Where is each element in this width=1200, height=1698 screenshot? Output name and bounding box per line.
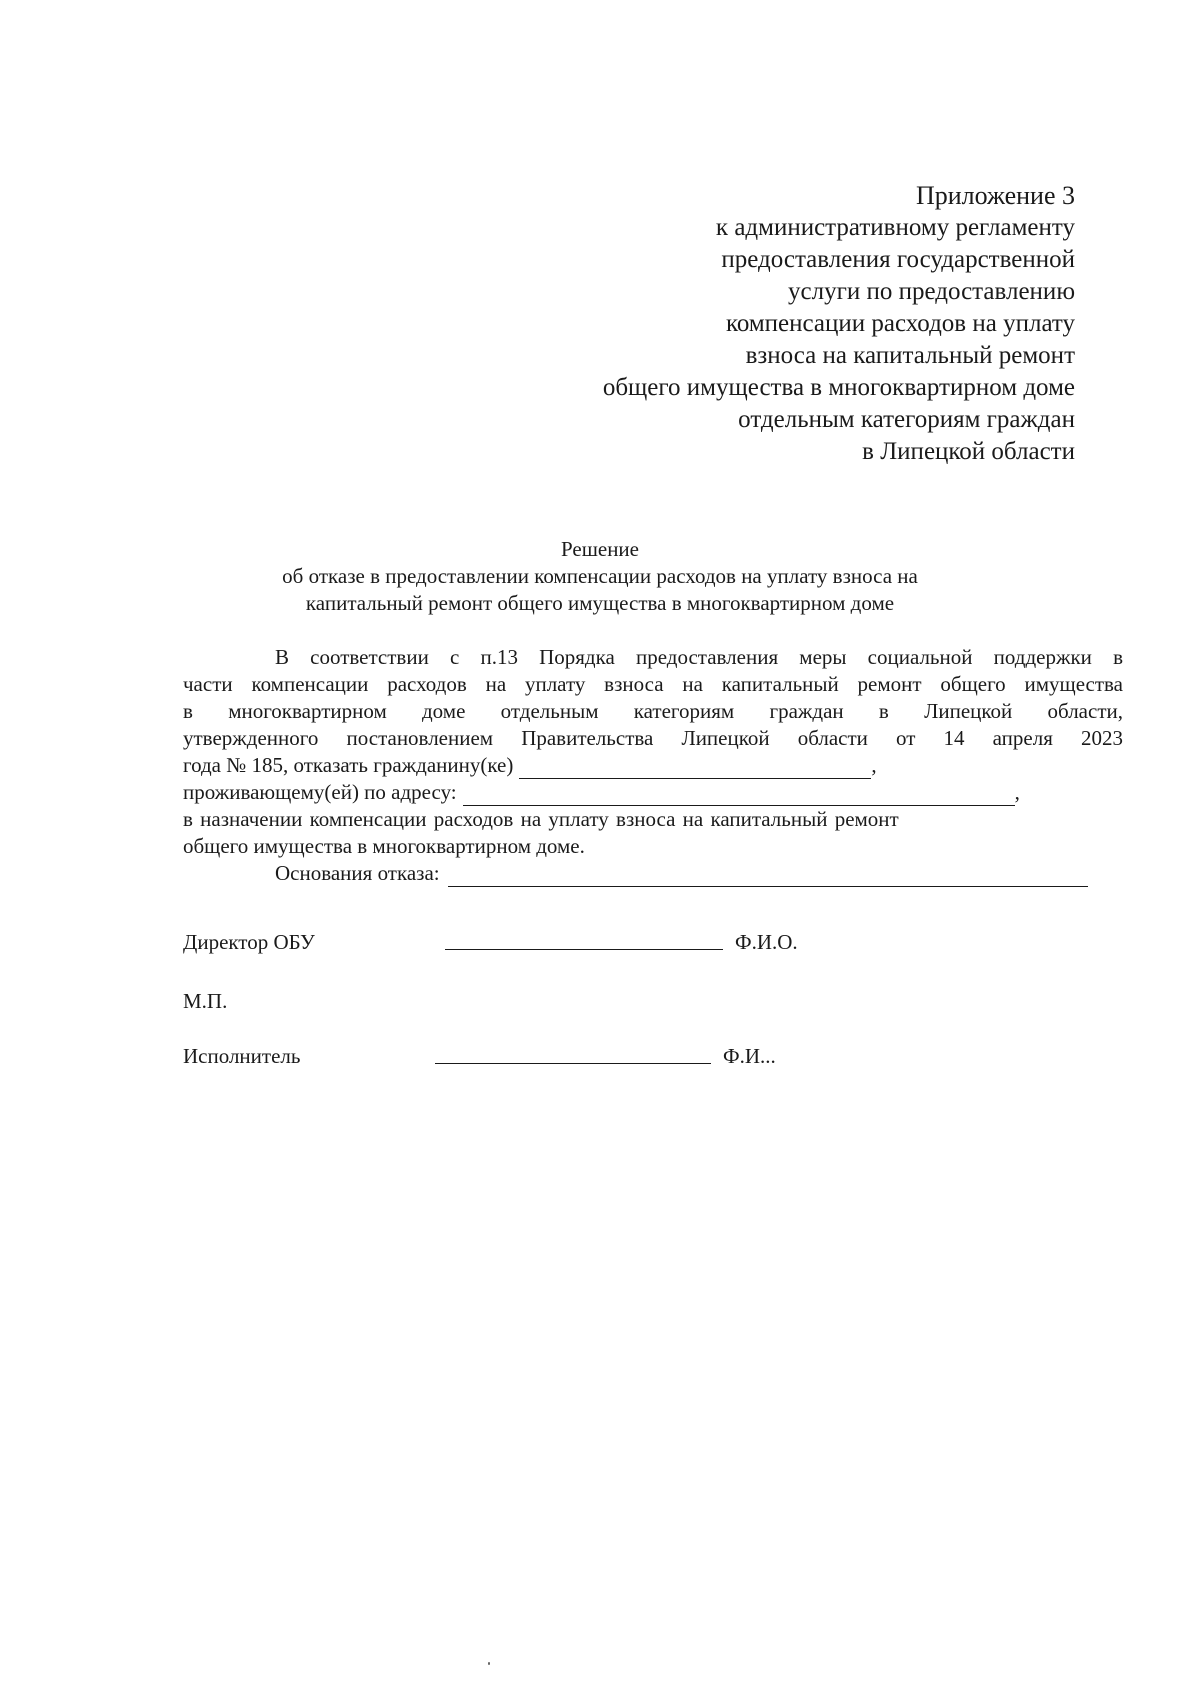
executor-label: Исполнитель	[183, 1044, 301, 1068]
decision-title: Решение	[560, 537, 639, 561]
word: доме	[422, 699, 466, 723]
grounds-label: Основания отказа:	[275, 861, 440, 885]
appendix-block	[603, 180, 1075, 468]
word: в	[878, 699, 889, 723]
citizen-label: года № 185, отказать гражданину(ке)	[183, 753, 514, 777]
body-line: В соответствии с п.13 Порядка предоставления меры социальной поддержки в	[275, 645, 1123, 669]
body-line: части компенсации расходов на уплату взноса на капитальный ремонт общего имущества	[183, 672, 1123, 696]
director-fio: Ф.И.О.	[735, 930, 798, 954]
stamp-label: М.П.	[183, 989, 228, 1013]
executor-signature-line[interactable]	[435, 1063, 711, 1064]
appendix-line: общего имущества в многоквартирном доме	[602, 374, 1075, 401]
body-line: утвержденного постановлением Правительства Липецкой области от 14 апреля 2023	[183, 726, 1123, 750]
decision-subtitle-line: об отказе в предоставлении компенсации расходов на уплату взноса на	[282, 564, 918, 588]
body-line-spaced	[183, 698, 1123, 725]
director-signature-line[interactable]	[445, 949, 723, 950]
appendix-line: взноса на капитальный ремонт	[745, 342, 1075, 369]
appendix-line: предоставления государственной	[721, 246, 1075, 273]
word: в	[183, 699, 193, 723]
appendix-title: Приложение 3	[915, 181, 1075, 210]
decision-heading	[0, 536, 1200, 617]
citizen-comma: ,	[871, 753, 877, 777]
scan-speck	[488, 1662, 490, 1665]
appendix-line: к административному регламенту	[715, 214, 1075, 241]
appendix-line: в Липецкой области	[862, 438, 1075, 465]
citizen-name-blank[interactable]	[519, 758, 871, 779]
stamp-row	[183, 985, 883, 1015]
decision-body	[183, 644, 1123, 887]
executor-fio: Ф.И...	[723, 1044, 776, 1068]
body-line: в назначении компенсации расходов на уплату взноса на капитальный ремонт	[183, 807, 899, 831]
word: отдельным	[500, 699, 599, 723]
appendix-line: услуги по предоставлению	[788, 278, 1075, 305]
address-label: проживающему(ей) по адресу:	[183, 780, 457, 804]
word: многоквартирном	[228, 699, 387, 723]
word: категориям	[633, 699, 735, 723]
word: граждан	[769, 699, 844, 723]
word: области,	[1047, 699, 1123, 723]
director-row	[183, 926, 883, 956]
address-blank[interactable]	[463, 785, 1015, 806]
address-comma: ,	[1014, 780, 1020, 804]
director-label: Директор ОБУ	[183, 930, 315, 954]
grounds-blank[interactable]	[448, 866, 1088, 887]
decision-subtitle-line: капитальный ремонт общего имущества в многоквартирном доме	[305, 591, 895, 615]
appendix-line: компенсации расходов на уплату	[725, 310, 1075, 337]
word: Липецкой	[924, 699, 1013, 723]
executor-row	[183, 1040, 883, 1070]
citizen-row	[183, 752, 1123, 779]
body-line: общего имущества в многоквартирном доме.	[183, 834, 585, 858]
appendix-line: отдельным категориям граждан	[738, 406, 1075, 433]
grounds-row	[183, 860, 1123, 887]
address-row	[183, 779, 1123, 806]
